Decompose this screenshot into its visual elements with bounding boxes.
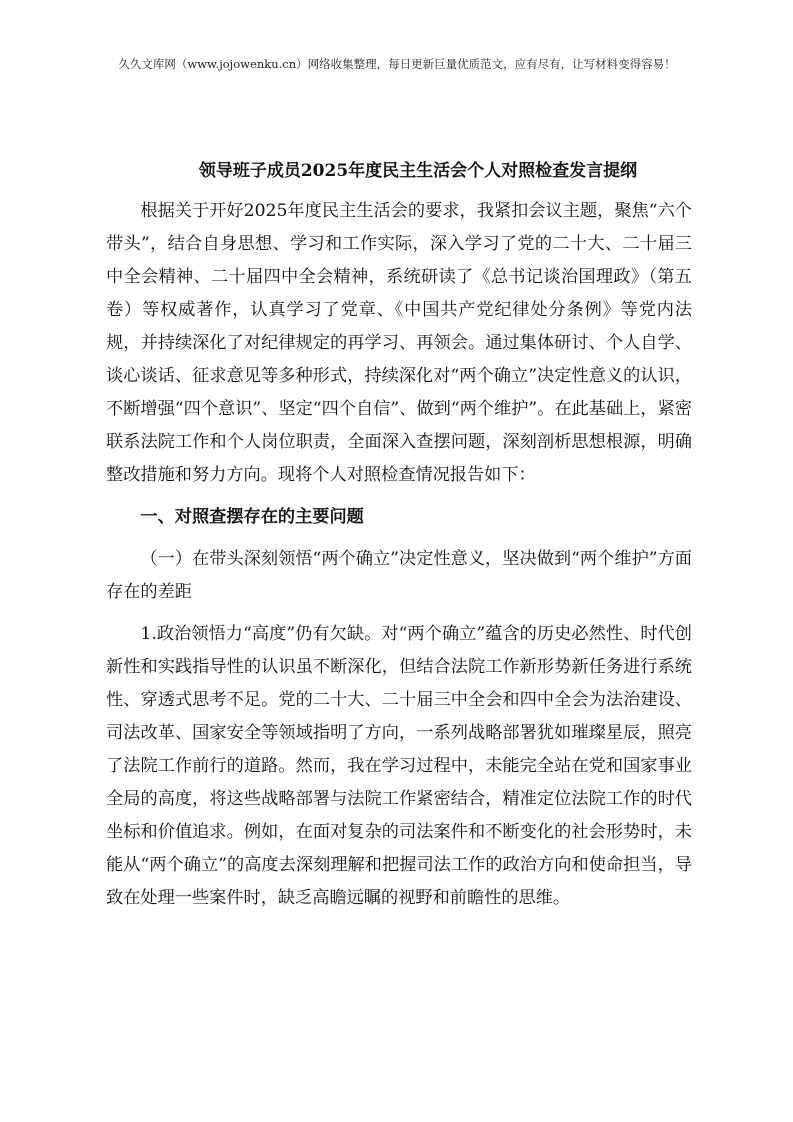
section-heading: 一、对照查摆存在的主要问题	[140, 507, 364, 527]
numbered-paragraph: 1.政治领悟力“高度”仍有欠缺。对“两个确立”蕴含的历史必然性、时代创新性和实践指导性的认识虽不断深化，但结合法院工作新形势新任务进行系统性、穿透式思考不足。党的二十大、二十届三中全会和四中全会为法治建设、司法改革、国家安全等领域指明了方向，一系列战略部署犹如璀璨星辰，照亮了法院工作前行的道路。然而，我在学习过程中，未能完全站在党和国家事业全局的高度，将这些战略部署与法院工作紧密结合，精准定位法院工作的时代坐标和价值追求。例如，在面对复杂的司法案件和不断变化的社会形势时，未能从“两个确立”的高度去深刻理解和把握司法工作的政治方向和使命担当，导致在处理一些案件时，缺乏高瞻远瞩的视野和前瞻性的思维。	[106, 624, 692, 908]
document-body	[106, 195, 692, 915]
intro-paragraph: 根据关于开好2025年度民主生活会的要求，我紧扣会议主题，聚焦“六个带头”，结合自身思想、学习和工作实际，深入学习了党的二十大、二十届三中全会精神、二十届四中全会精神，系统研读了《总书记谈治国理政》（第五卷）等权威著作，认真学习了党章、《中国共产党纪律处分条例》等党内法规，并持续深化了对纪律规定的再学习、再领会。通过集体研讨、个人自学、谈心谈话、征求意见等多种形式，持续深化对“两个确立”决定性意义的认识，不断增强“四个意识”、坚定“四个自信”、做到“两个维护”。在此基础上，紧密联系法院工作和个人岗位职责，全面深入查摆问题，深刻剖析思想根源，明确整改措施和努力方向。现将个人对照检查情况报告如下：	[106, 201, 692, 485]
document-title: 领导班子成员2025年度民主生活会个人对照检查发言提纲	[198, 161, 638, 181]
subsection-heading: （一）在带头深刻领悟“两个确立”决定性意义，坚决做到“两个维护”方面存在的差距	[106, 549, 692, 602]
source-header-note: 久久文库网（www.jojowenku.cn）网络收集整理，每日更新巨量优质范文，应有尽有，让写材料变得容易！	[118, 57, 676, 71]
